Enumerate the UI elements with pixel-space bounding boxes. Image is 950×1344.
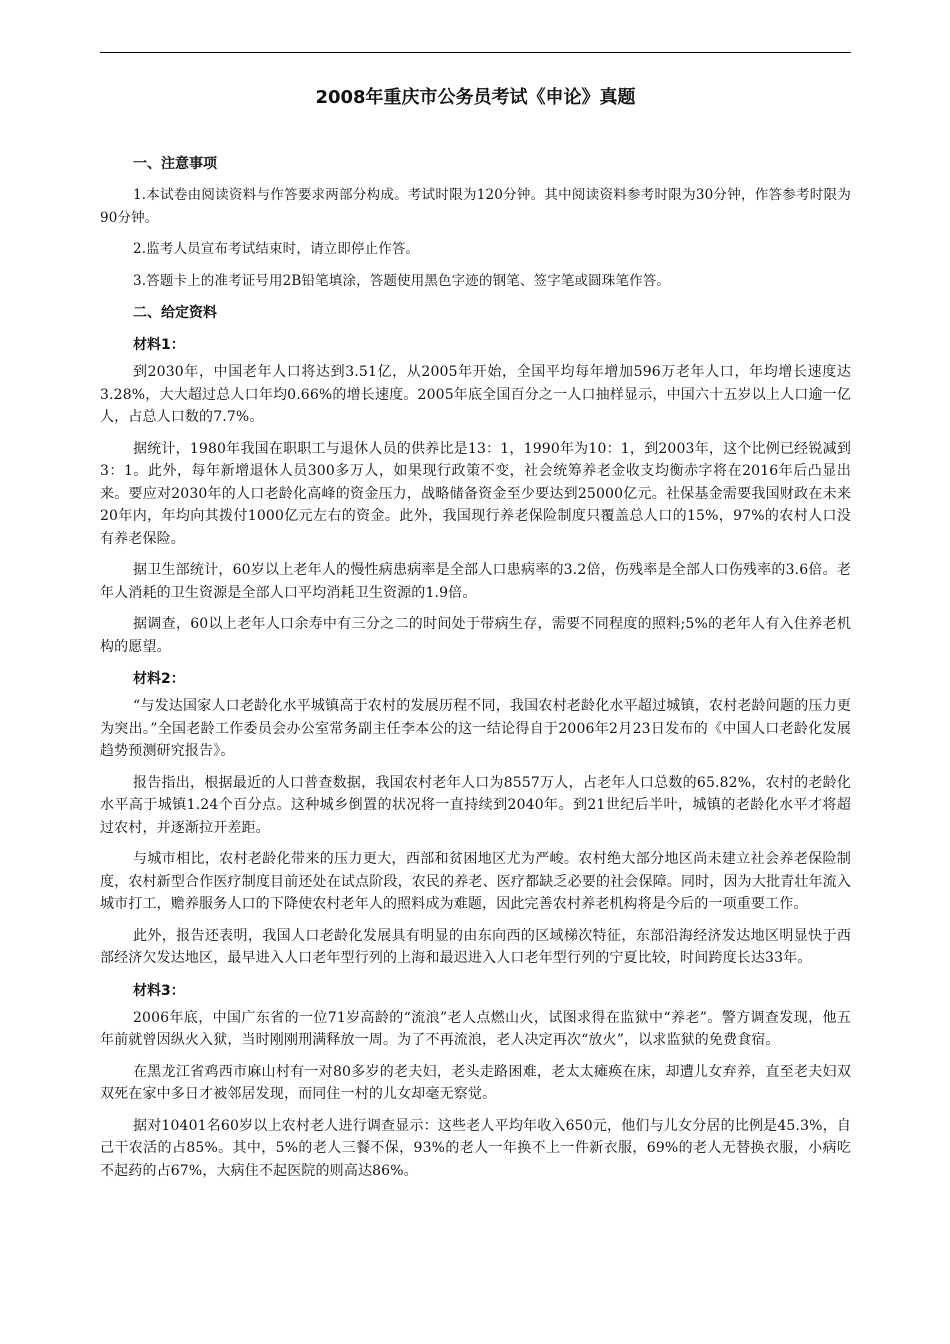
material-2-paragraph-1: “与发达国家人口老龄化水平城镇高于农村的发展历程不同，我国农村老龄化水平超过城镇，农村老龄问题的压力更为突出。”全国老龄工作委员会办公室常务副主任李本公的这一结论得自于2006年2月23日发布的《中国人口老龄化发展趋势预测研究报告》。 (100, 698, 851, 759)
material-1-paragraph-2: 据统计，1980年我国在职职工与退休人员的供养比是13：1，1990年为10：1，到2003年，这个比例已经锐减到3：1。此外，每年新增退休人员300多万人，如果现行政策不变，社会统筹养老金收支均衡赤字将在2016年后凸显出来。要应对2030年的人口老龄化高峰的资金压力，战略储备资金至少要达到25000亿元。社保基金需要我国财政在未来20年内，年均向其拨付1000亿元左右的资金。此外，我国现行养老保险制度只覆盖总人口的15%，97%的农村人口没有养老保险。 (100, 440, 851, 547)
material-1-paragraph-3: 据卫生部统计，60岁以上老年人的慢性病患病率是全部人口患病率的3.2倍，伤残率是全部人口伤残率的3.6倍。老年人消耗的卫生资源是全部人口平均消耗卫生资源的1.9倍。 (100, 562, 851, 601)
material-3-paragraph-2: 在黑龙江省鸡西市麻山村有一对80多岁的老夫妇，老头走路困难，老太太瘫痪在床，却遭儿女弃养，直至老夫妇双双死在家中多日才被邻居发现，而同住一村的儿女却毫无察觉。 (100, 1063, 851, 1102)
header-rule (100, 52, 851, 53)
notes-heading: 一、注意事项 (133, 156, 217, 172)
document-title: 2008年重庆市公务员考试《申论》真题 (315, 87, 636, 108)
material-2-paragraph-2: 报告指出，根据最近的人口普查数据，我国农村老年人口为8557万人，占老年人口总数的65.82%，农村的老龄化水平高于城镇1.24个百分点。这种城乡倒置的状况将一直持续到2040年。到21世纪后半叶，城镇的老龄化水平才将超过农村，并逐渐拉开差距。 (100, 774, 851, 836)
document-body (100, 84, 851, 1191)
material-2-paragraph-3: 与城市相比，农村老龄化带来的压力更大，西部和贫困地区尤为严峻。农村绝大部分地区尚未建立社会养老保险制度，农村新型合作医疗制度目前还处在试点阶段，农民的养老、医疗都缺乏必要的社会保障。同时，因为大批青壮年流入城市打工，赡养服务人口的下降使农村老年人的照料成为难题，因此完善农村养老机构将是今后的一项重要工作。 (100, 851, 851, 912)
note-item-3: 3.答题卡上的准考证号用2B铅笔填涂，答题使用黑色字迹的钢笔、签字笔或圆珠笔作答。 (133, 272, 671, 289)
material-1-paragraph-4: 据调查，60以上老年人口余寿中有三分之二的时间处于带病生存，需要不同程度的照料;5%的老年人有入住养老机构的愿望。 (100, 616, 851, 655)
material-3-paragraph-3: 据对10401名60岁以上农村老人进行调查显示：这些老人平均年收入650元，他们与儿女分居的比例是45.3%，自己干农活的占85%。其中，5%的老人三餐不保，93%的老人一年换不上一件新衣服，69%的老人无替换衣服，小病吃不起药的占67%，大病住不起医院的则高达86%。 (100, 1117, 851, 1179)
material-3-paragraph-1: 2006年底，中国广东省的一位71岁高龄的“流浪”老人点燃山火，试图求得在监狱中“养老”。警方调查发现，他五年前就曾因纵火入狱，当时刚刚刑满释放一周。为了不再流浪，老人决定再次“放火”，以求监狱的免费食宿。 (100, 1009, 851, 1048)
materials-heading: 二、给定资料 (133, 305, 217, 321)
note-item-1: 1.本试卷由阅读资料与作答要求两部分构成。考试时限为120分钟。其中阅读资料参考时限为30分钟，作答参考时限为90分钟。 (100, 187, 851, 226)
material-2-heading: 材料2： (133, 671, 185, 687)
material-1-heading: 材料1： (133, 337, 185, 353)
material-3-heading: 材料3： (133, 982, 185, 999)
note-item-2: 2.监考人员宣布考试结束时，请立即停止作答。 (133, 241, 420, 257)
material-1-paragraph-1: 到2030年，中国老年人口将达到3.51亿，从2005年开始，全国平均每年增加596万老年人口，年均增长速度达3.28%，大大超过总人口年均0.66%的增长速度。2005年底全国百分之一人口抽样显示，中国六十五岁以上人口逾一亿人，占总人口数的7.7%。 (100, 364, 851, 425)
material-2-paragraph-4: 此外，报告还表明，我国人口老龄化发展具有明显的由东向西的区域梯次特征，东部沿海经济发达地区明显快于西部经济欠发达地区，最早进入人口老年型行列的上海和最迟进入人口老年型行列的宁夏比较，时间跨度长达33年。 (100, 927, 851, 966)
